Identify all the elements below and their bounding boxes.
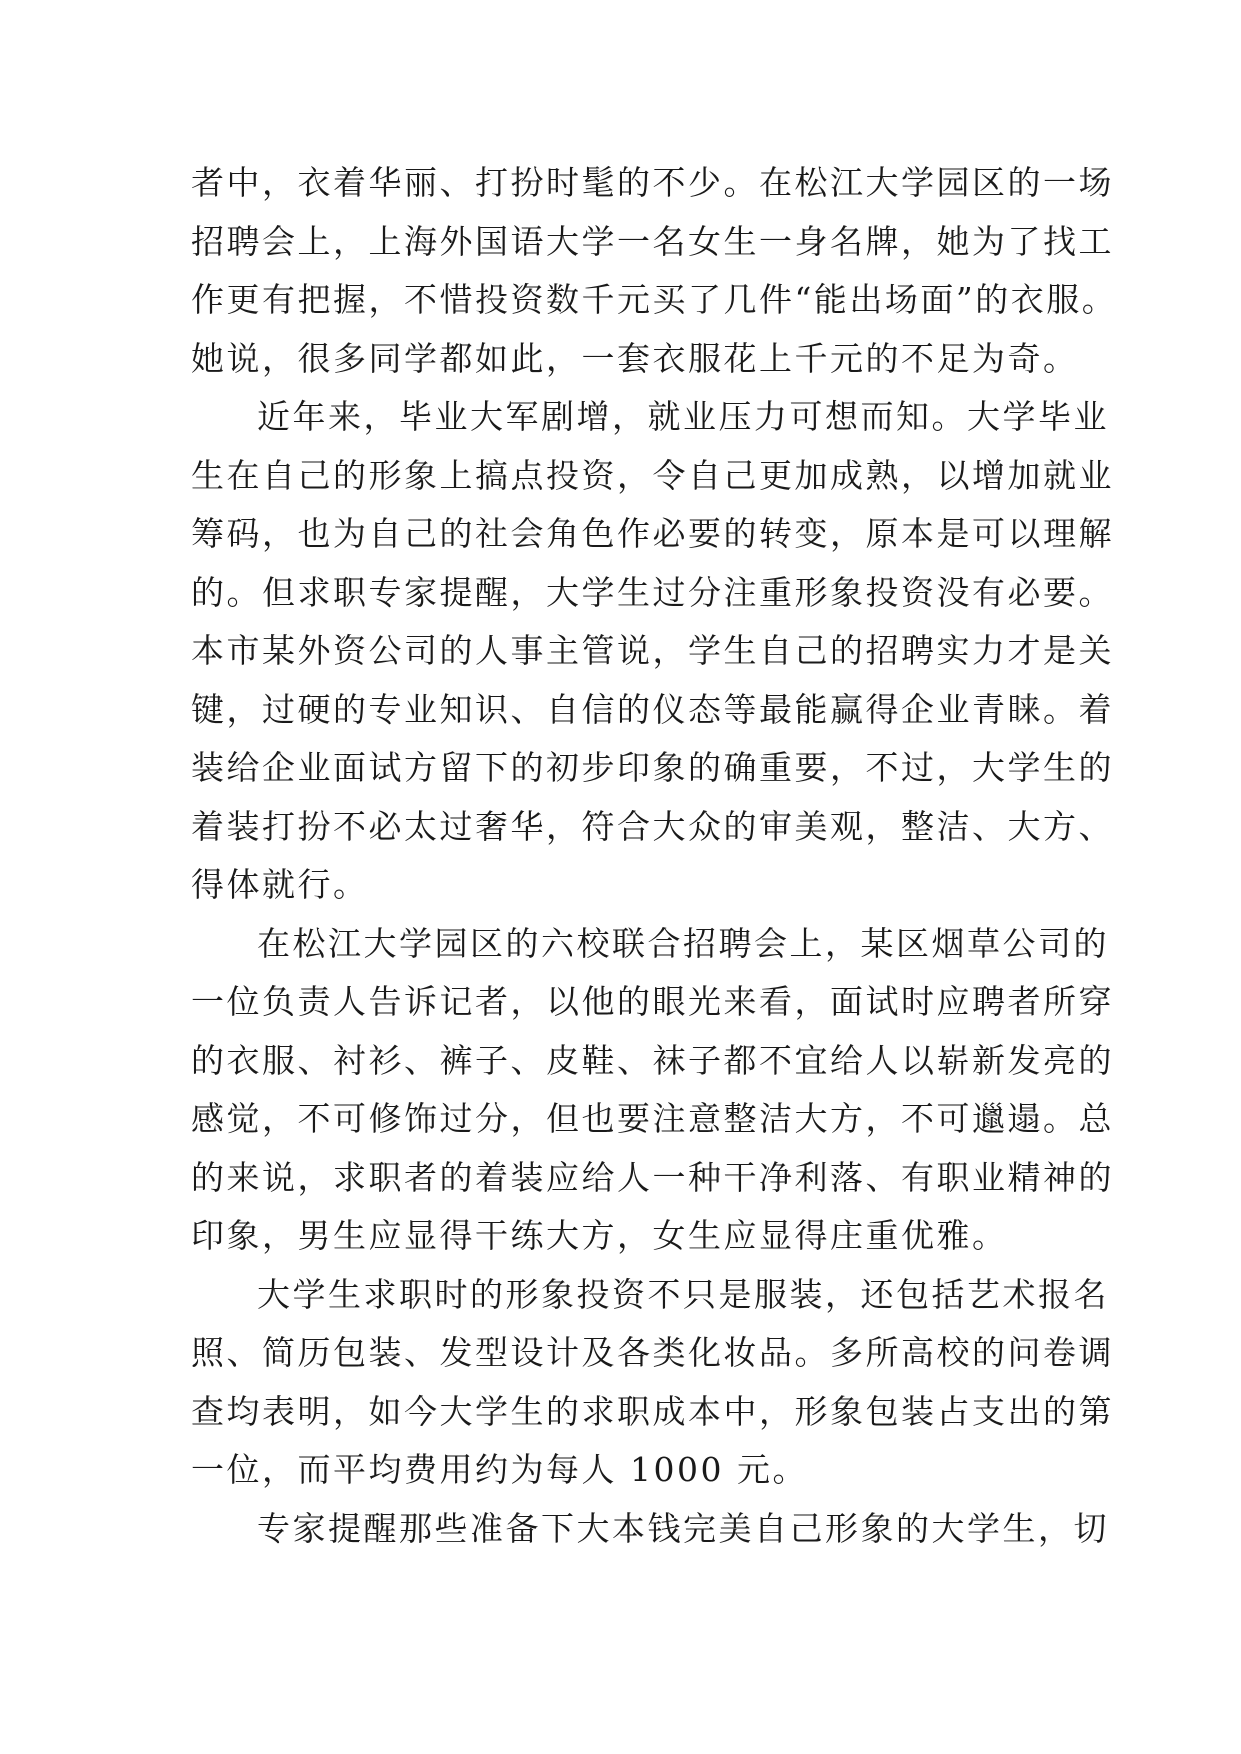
text-line: 的衣服、衬衫、裤子、皮鞋、袜子都不宜给人以崭新发亮的 bbox=[191, 1040, 1114, 1080]
text-line: 着装打扮不必太过奢华，符合大众的审美观，整洁、大方、 bbox=[191, 806, 1114, 846]
text-line: 印象，男生应显得干练大方，女生应显得庄重优雅。 bbox=[191, 1216, 1008, 1255]
body-text bbox=[191, 154, 1118, 1558]
text-line: 本市某外资公司的人事主管说，学生自己的招聘实力才是关 bbox=[191, 631, 1114, 670]
text-line: 装给企业面试方留下的初步印象的确重要，不过，大学生的 bbox=[191, 748, 1114, 787]
text-line: 感觉，不可修饰过分，但也要注意整洁大方，不可邋遢。总 bbox=[191, 1099, 1114, 1138]
text-line: 生在自己的形象上搞点投资，令自己更加成熟，以增加就业 bbox=[191, 455, 1114, 495]
text-line: 的。但求职专家提醒，大学生过分注重形象投资没有必要。 bbox=[191, 572, 1114, 612]
text-line: 得体就行。 bbox=[191, 865, 369, 904]
text-line: 者中，衣着华丽、打扮时髦的不少。在松江大学园区的一场 bbox=[191, 163, 1114, 202]
text-line: 作更有把握，不惜投资数千元买了几件“能出场面”的衣服。 bbox=[191, 280, 1118, 319]
paragraph-first-line: 专家提醒那些准备下大本钱完美自己形象的大学生，切 bbox=[257, 1508, 1109, 1548]
text-line: 键，过硬的专业知识、自信的仪态等最能赢得企业青睐。着 bbox=[191, 689, 1114, 729]
text-line: 一位负责人告诉记者，以他的眼光来看，面试时应聘者所穿 bbox=[191, 982, 1114, 1021]
text-line: 的来说，求职者的着装应给人一种干净利落、有职业精神的 bbox=[191, 1157, 1114, 1197]
paragraph-first-line: 大学生求职时的形象投资不只是服装，还包括艺术报名 bbox=[257, 1274, 1109, 1314]
text-line: 照、简历包装、发型设计及各类化妆品。多所高校的问卷调 bbox=[191, 1333, 1114, 1372]
text-line: 一位，而平均费用约为每人 1000 元。 bbox=[191, 1450, 808, 1489]
paragraph-first-line: 近年来，毕业大军剧增，就业压力可想而知。大学毕业 bbox=[257, 397, 1109, 436]
text-line: 筹码，也为自己的社会角色作必要的转变，原本是可以理解 bbox=[191, 514, 1114, 553]
text-line: 她说，很多同学都如此，一套衣服花上千元的不足为奇。 bbox=[191, 338, 1079, 378]
text-line: 招聘会上，上海外国语大学一名女生一身名牌，她为了找工 bbox=[191, 221, 1114, 261]
text-line: 查均表明，如今大学生的求职成本中，形象包装占支出的第 bbox=[191, 1391, 1114, 1431]
paragraph-first-line: 在松江大学园区的六校联合招聘会上，某区烟草公司的 bbox=[257, 923, 1109, 963]
